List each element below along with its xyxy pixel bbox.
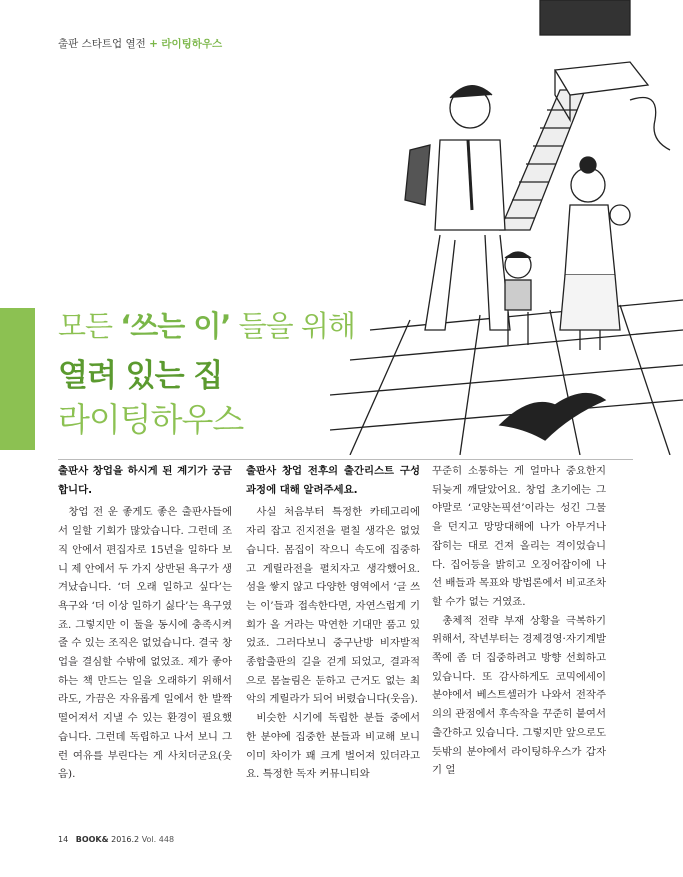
- magazine-name: BOOK&: [75, 835, 109, 844]
- title-line-1-em: ‘쓰는 이’: [120, 309, 231, 343]
- volume: Vol. 448: [141, 835, 175, 844]
- section-header: [58, 36, 222, 51]
- section-label: 출판 스타트업 열전: [58, 38, 146, 50]
- title-accent-bar: [0, 308, 35, 450]
- title-line-1: [58, 304, 355, 345]
- title-line-2: 열려 있는 집: [58, 358, 223, 394]
- section-plus: +: [149, 38, 158, 50]
- answer-2-paragraph: 총체적 전략 부재 상황을 극복하기 위해서, 작년부터는 경제경영·자기계발 쪽에 좀 더 집중하려고 방향 선회하고 있습니다. 또 감사하게도 코믹에세이 분야에서 베스트셀러가 나와서 전작주의의 관점에서 후속작을 꾸준히 붙여서 출간하고 있습니다. 그렇지만 앞으로도 듯밖의 분야에서 라이팅하우스가 갑자기 얼: [432, 614, 606, 777]
- title-line-1-pre: 모든: [58, 309, 121, 343]
- family-illustration: [330, 0, 683, 455]
- answer-2-paragraph: 비슷한 시기에 독립한 분들 중에서 한 분야에 집중한 분들과 비교해 보니 이미 차이가 꽤 크게 벌어져 있더라고요. 특정한 독자 커뮤니티와: [246, 712, 420, 781]
- answer-2-paragraph: 사실 처음부터 특정한 카테고리에 자리 잡고 진지전을 펼칠 생각은 없었습니다. 몸집이 작으니 속도에 집중하고 게릴라전을 펼치자고 생각했어요. 섬을 쌓지 않고 다양한 영역에서 ‘글 쓰는 이’들과 접속한다면, 자연스럽게 기회가 올 거라는 막연한 기대만 품고 있었죠. 그러다보니 중구난방 비자발적 종합출판의 길을 걷게 되었고, 결과적으로 몸놀림은 둔하고 근거도 없는 최악의 게릴라가 되어 버렸습니다(웃음).: [246, 506, 420, 706]
- question-2: 출판사 창업 전후의 출간리스트 구성 과정에 대해 알려주세요.: [246, 465, 420, 496]
- divider: [58, 459, 633, 460]
- section-highlight: 라이팅하우스: [161, 38, 223, 50]
- page-number: 14: [58, 835, 69, 844]
- issue-date: 2016.2: [111, 835, 140, 844]
- page-footer: [58, 835, 174, 844]
- answer-2-continued: 꾸준히 소통하는 게 얼마나 중요한지 뒤늦게 깨달았어요. 창업 초기에는 그야말로 ‘교양논픽션’이라는 성긴 그물을 던지고 망망대해에 나가 아무거나 잡히는 대로 건져 올리는 격이었습니다. 집어등을 밝히고 오징어잡이에 나선 배들과 목표와 방법론에서 비교조차 할 수가 없는 거였죠.: [432, 465, 606, 608]
- question-1: 출판사 창업을 하시게 된 계기가 궁금합니다.: [58, 465, 232, 496]
- title-line-1-post: 들을 위해: [230, 309, 355, 343]
- column-3: [432, 462, 606, 780]
- column-2: [246, 462, 420, 784]
- answer-1-paragraph: 창업 전 운 좋게도 좋은 출판사들에서 일할 기회가 많았습니다. 그런데 조직 안에서 편집자로 15년을 일하다 보니 제 안에서 두 가지 상반된 욕구가 생겨났습니다. ‘더 오래 일하고 싶다’는 욕구와 ‘더 이상 일하기 싫다’는 욕구였죠. 그렇지만 이 둘을 동시에 충족시켜 줄 수 있는 조직은 없었습니다. 결국 창업을 결심할 수밖에 없었죠. 제가 좋아하는 책 만드는 일을 오래하기 위해서라도, 가끔은 자유롭게 일에서 한 발짝 떨어져서 지낼 수 있는 환경이 필요했습니다. 그런데 독립하고 나서 보니 그런 여유를 부린다는 게 사치더군요(웃음).: [58, 506, 232, 781]
- title-line-3: 라이팅하우스: [58, 400, 244, 439]
- column-1: [58, 462, 232, 784]
